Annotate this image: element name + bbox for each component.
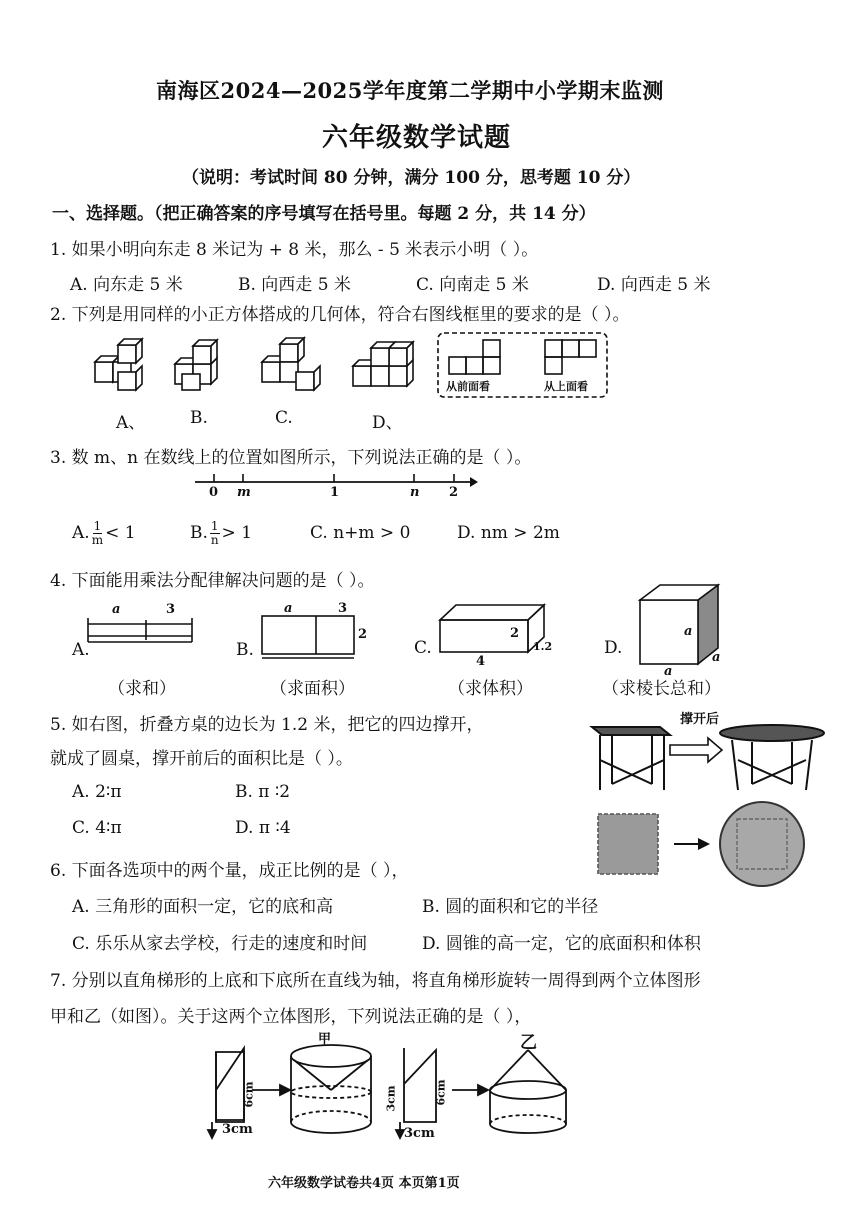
figure-yi-label: 乙 (520, 1033, 537, 1053)
exam-note: （说明：考试时间 80 分钟，满分 100 分，思考题 10 分） (182, 168, 641, 188)
axis-label-2: 2 (449, 485, 459, 500)
q4-letter-c: C. (414, 638, 432, 658)
q3-option-c: C. n+m > 0 (310, 523, 411, 543)
q4-d-label-a2: a (712, 650, 721, 665)
q4-letter-d: D. (604, 638, 623, 658)
q4-caption-d: （求棱长总和） (602, 679, 721, 699)
question-7-line2: 甲和乙（如图）。关于这两个立体图形，下列说法正确的是（ ）， (50, 1007, 532, 1027)
q1-option-c: C. 向南走 5 米 (416, 275, 529, 295)
q7-dim-3cm-3: 3cm (404, 1126, 435, 1141)
q4-b-label-2: 2 (358, 627, 368, 642)
q4-d-label-a3: a (664, 664, 673, 679)
q6-option-d: D. 圆锥的高一定，它的底面积和体积 (422, 934, 701, 954)
q5-option-b: B. π ∶2 (235, 782, 291, 802)
question-6-stem: 6. 下面各选项中的两个量，成正比例的是（ ）， (50, 861, 409, 881)
figure-jia-label: 甲 (318, 1032, 332, 1047)
q4-c-label-12: 1.2 (533, 640, 553, 653)
axis-label-m: m (237, 485, 251, 500)
after-unfold-label: 撑开后 (680, 712, 720, 727)
q6-option-b: B. 圆的面积和它的半径 (422, 897, 599, 917)
front-view-label: 从前面看 (446, 380, 490, 393)
question-7-line1: 7. 分别以直角梯形的上底和下底所在直线为轴，将直角梯形旋转一周得到两个立体图形 (50, 971, 701, 991)
q4-a-label-3: 3 (166, 602, 176, 617)
q1-option-b: B. 向西走 5 米 (238, 275, 351, 295)
q7-dim-3cm-2: 3cm (384, 1085, 398, 1112)
q4-letter-a: A. (72, 640, 90, 660)
q3-option-d: D. nm > 2m (457, 523, 560, 543)
q4-caption-b: （求面积） (270, 679, 355, 699)
q4-d-label-a1: a (684, 624, 693, 639)
q1-option-d: D. 向西走 5 米 (597, 275, 711, 295)
axis-label-1: 1 (330, 485, 340, 500)
question-3-stem: 3. 数 m、n 在数线上的位置如图所示，下列说法正确的是（ ）。 (50, 448, 532, 468)
question-5-line1: 5. 如右图，折叠方桌的边长为 1.2 米，把它的四边撑开， (50, 715, 484, 735)
q3-option-a: A. $\frac{1}{m}$ < 1 (72, 519, 136, 547)
q1-option-a: A. 向东走 5 米 (70, 275, 183, 295)
question-4-stem: 4. 下面能用乘法分配律解决问题的是（ ）。 (50, 571, 375, 591)
q5-option-a: A. 2∶π (72, 782, 122, 802)
q7-dim-6cm-2: 6cm (434, 1079, 448, 1106)
q7-dim-3cm-1: 3cm (222, 1122, 253, 1137)
exam-subtitle: 六年级数学试题 (322, 123, 512, 153)
axis-label-0: 0 (209, 485, 219, 500)
q4-caption-a: （求和） (108, 679, 176, 699)
q4-b-label-a: a (284, 601, 293, 616)
exam-title: 南海区2024—2025学年度第二学期中小学期末监测 (156, 78, 664, 103)
q4-c-label-4: 4 (476, 654, 486, 669)
q5-option-c: C. 4∶π (72, 818, 122, 838)
q7-dim-6cm-1: 6cm (242, 1081, 256, 1108)
q6-option-c: C. 乐乐从家去学校，行走的速度和时间 (72, 934, 368, 954)
page-footer: 六年级数学试卷共4页 本页第1页 (268, 1176, 460, 1191)
q6-option-a: A. 三角形的面积一定，它的底和高 (72, 897, 334, 917)
q2-label-b: B. (190, 408, 208, 428)
top-view-label: 从上面看 (544, 380, 588, 393)
q4-caption-c: （求体积） (448, 679, 533, 699)
question-5-line2: 就成了圆桌，撑开前后的面积比是（ ）。 (50, 749, 353, 769)
q2-label-c: C. (275, 408, 293, 428)
q4-b-label-3: 3 (338, 601, 348, 616)
question-1-stem: 1. 如果小明向东走 8 米记为 + 8 米，那么 - 5 米表示小明（ ）。 (50, 240, 539, 260)
q2-label-d: D、 (372, 413, 403, 433)
q4-c-label-2: 2 (510, 626, 520, 641)
q4-a-label-a: a (112, 602, 121, 617)
q5-option-d: D. π ∶4 (235, 818, 291, 838)
q3-option-b: B. $\frac{1}{n}$ > 1 (190, 519, 253, 547)
q2-label-a: A、 (116, 413, 146, 433)
question-2-stem: 2. 下列是用同样的小正方体搭成的几何体，符合右图线框里的要求的是（ ）。 (50, 305, 630, 325)
q4-letter-b: B. (236, 640, 254, 660)
section-heading: 一、选择题。（把正确答案的序号填写在括号里。每题 2 分，共 14 分） (52, 204, 596, 224)
axis-label-n: n (410, 485, 420, 500)
